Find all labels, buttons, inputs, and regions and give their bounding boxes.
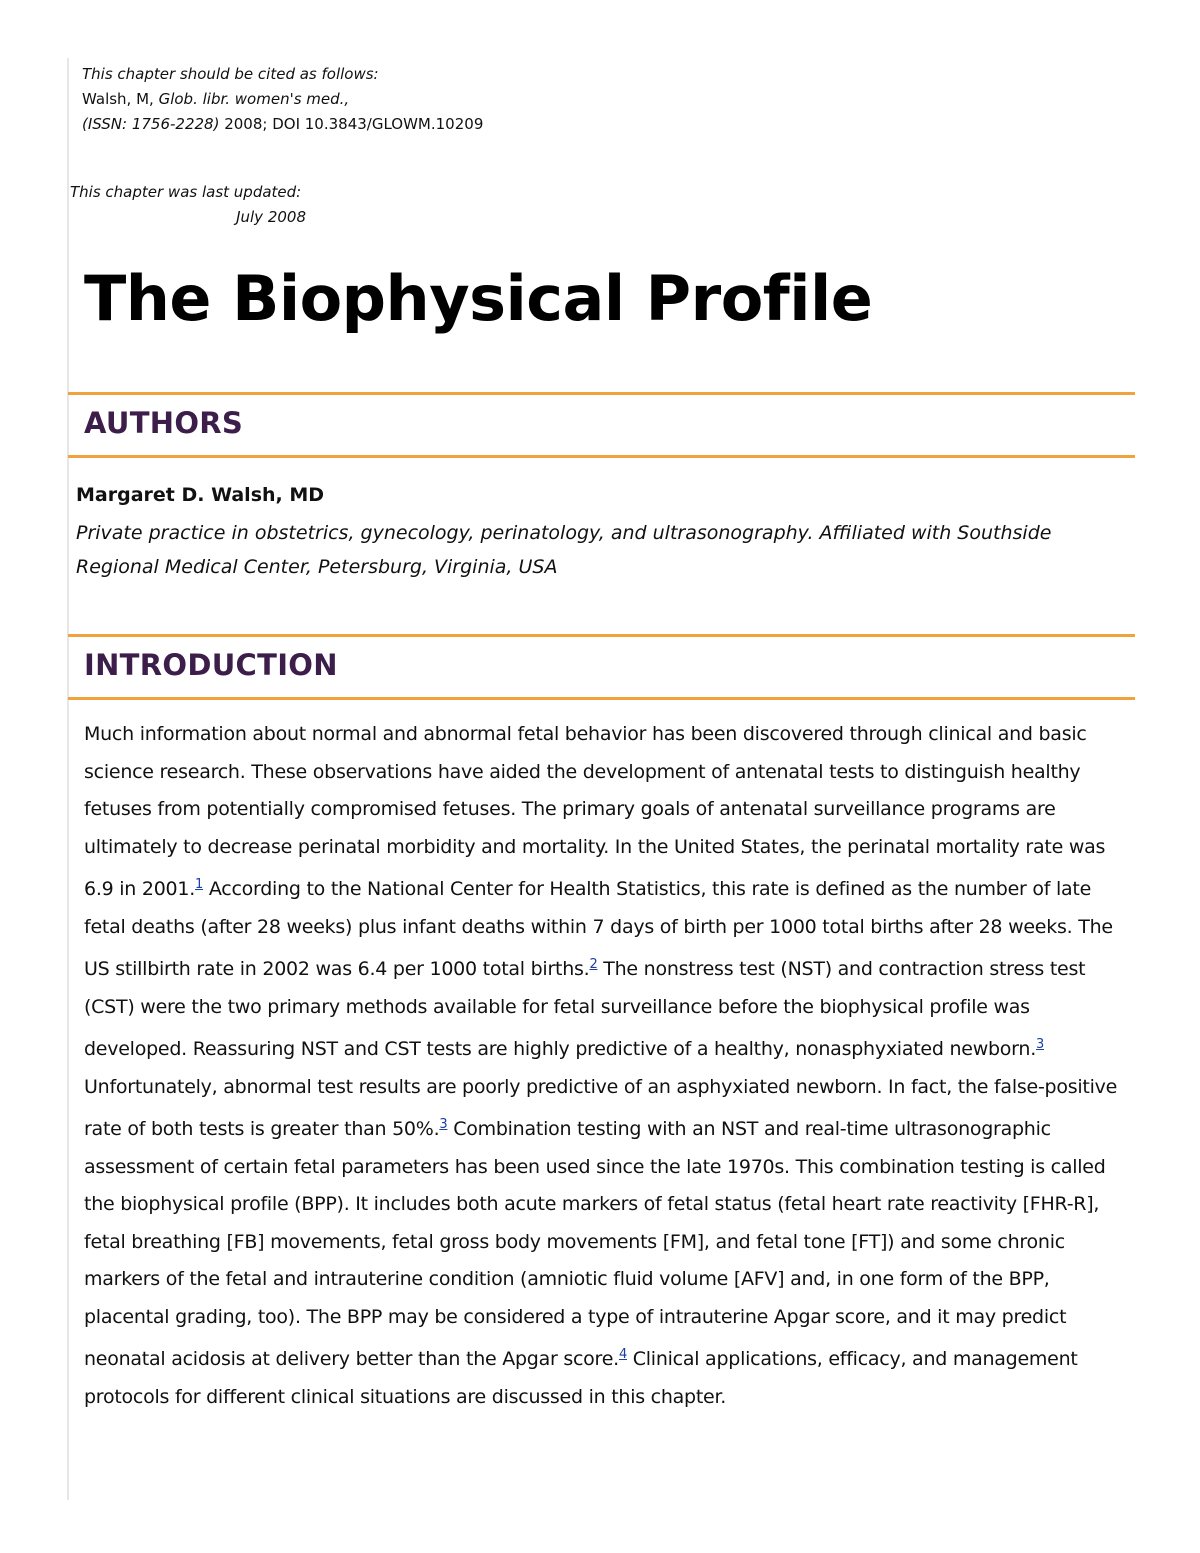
author-name: Margaret D. Walsh, MD [76,484,325,506]
reference-link-2[interactable]: 2 [589,957,598,972]
reference-link-1[interactable]: 1 [195,877,204,892]
intro-text-1: Much information about normal and abnormal fetal behavior has been discovered through clinical and basic science research. These observations have aided the development of antenatal tests to distinguish healthy fetuses from potentially compromised fetuses. The primary goals of antenatal surveillance programs are ultimately to decrease perinatal morbidity and mortality. In the United States, the perinatal mortality rate was 6.9 in 2001. [84,723,1106,900]
last-updated-label: This chapter was last updated: [70,183,302,201]
introduction-heading: INTRODUCTION [84,648,338,682]
reference-link-3b[interactable]: 3 [439,1117,448,1132]
citation-journal: Glob. libr. women's med., [158,90,350,108]
authors-top-rule [68,392,1135,395]
intro-text-3: The nonstress test (NST) and contraction stress test (CST) were the two primary methods available for fetal surveillance before the biophysical profile was developed. Reassuring NST and CST tests are highly predictive of a healthy, nonasphyxiated newborn. [84,958,1086,1060]
reference-link-4[interactable]: 4 [618,1347,627,1362]
left-margin-rule [67,58,69,1500]
intro-text-5: Combination testing with an NST and real-time ultrasonographic assessment of certain fetal parameters has been used since the late 1970s. This combination testing is called the biophysical profile (BPP). It includes both acute markers of fetal status (fetal heart rate reactivity [FHR-R], fetal breathing [FB] movements, fetal gross body movements [FM], and fetal tone [FT]) and some chronic markers of the fetal and intrauterine condition (amniotic fluid volume [AFV] and, in one form of the BPP, placental grading, too). The BPP may be considered a type of intrauterine Apgar score, and it may predict neonatal acidosis at delivery better than the Apgar score. [84,1118,1106,1370]
page-title: The Biophysical Profile [84,262,873,335]
last-updated-block [70,180,306,230]
intro-text-2: According to the National Center for Health Statistics, this rate is defined as the number of late fetal deaths (after 28 weeks) plus infant deaths within 7 days of birth per 1000 total births after 28 weeks. The US stillbirth rate in 2002 was 6.4 per 1000 total births. [84,878,1113,980]
intro-text-6: Clinical applications, efficacy, and management protocols for different clinical situations are discussed in this chapter. [84,1348,1078,1408]
citation-year-doi: 2008; DOI 10.3843/GLOWM.10209 [219,115,484,133]
author-affiliation: Private practice in obstetrics, gynecology, perinatology, and ultrasonography. Affiliated with Southside Regional Medical Center, Petersburg, Virginia, USA [76,522,1052,578]
introduction-paragraph [84,716,1129,1416]
citation-author: Walsh, M, [82,90,159,108]
citation-block [82,62,483,137]
citation-doi [82,112,483,137]
authors-bottom-rule [68,455,1135,458]
intro-top-rule [68,634,1135,637]
last-updated-date: July 2008 [236,208,306,226]
authors-heading: AUTHORS [84,406,244,440]
citation-issn: (ISSN: 1756-2228) [82,115,220,133]
intro-bottom-rule [68,697,1135,700]
reference-link-3[interactable]: 3 [1036,1037,1045,1052]
citation-source [82,87,483,112]
citation-intro: This chapter should be cited as follows: [82,65,379,83]
intro-text-4: Unfortunately, abnormal test results are poorly predictive of an asphyxiated newborn. In fact, the false-positive rate of both tests is greater than 50%. [84,1075,1118,1140]
